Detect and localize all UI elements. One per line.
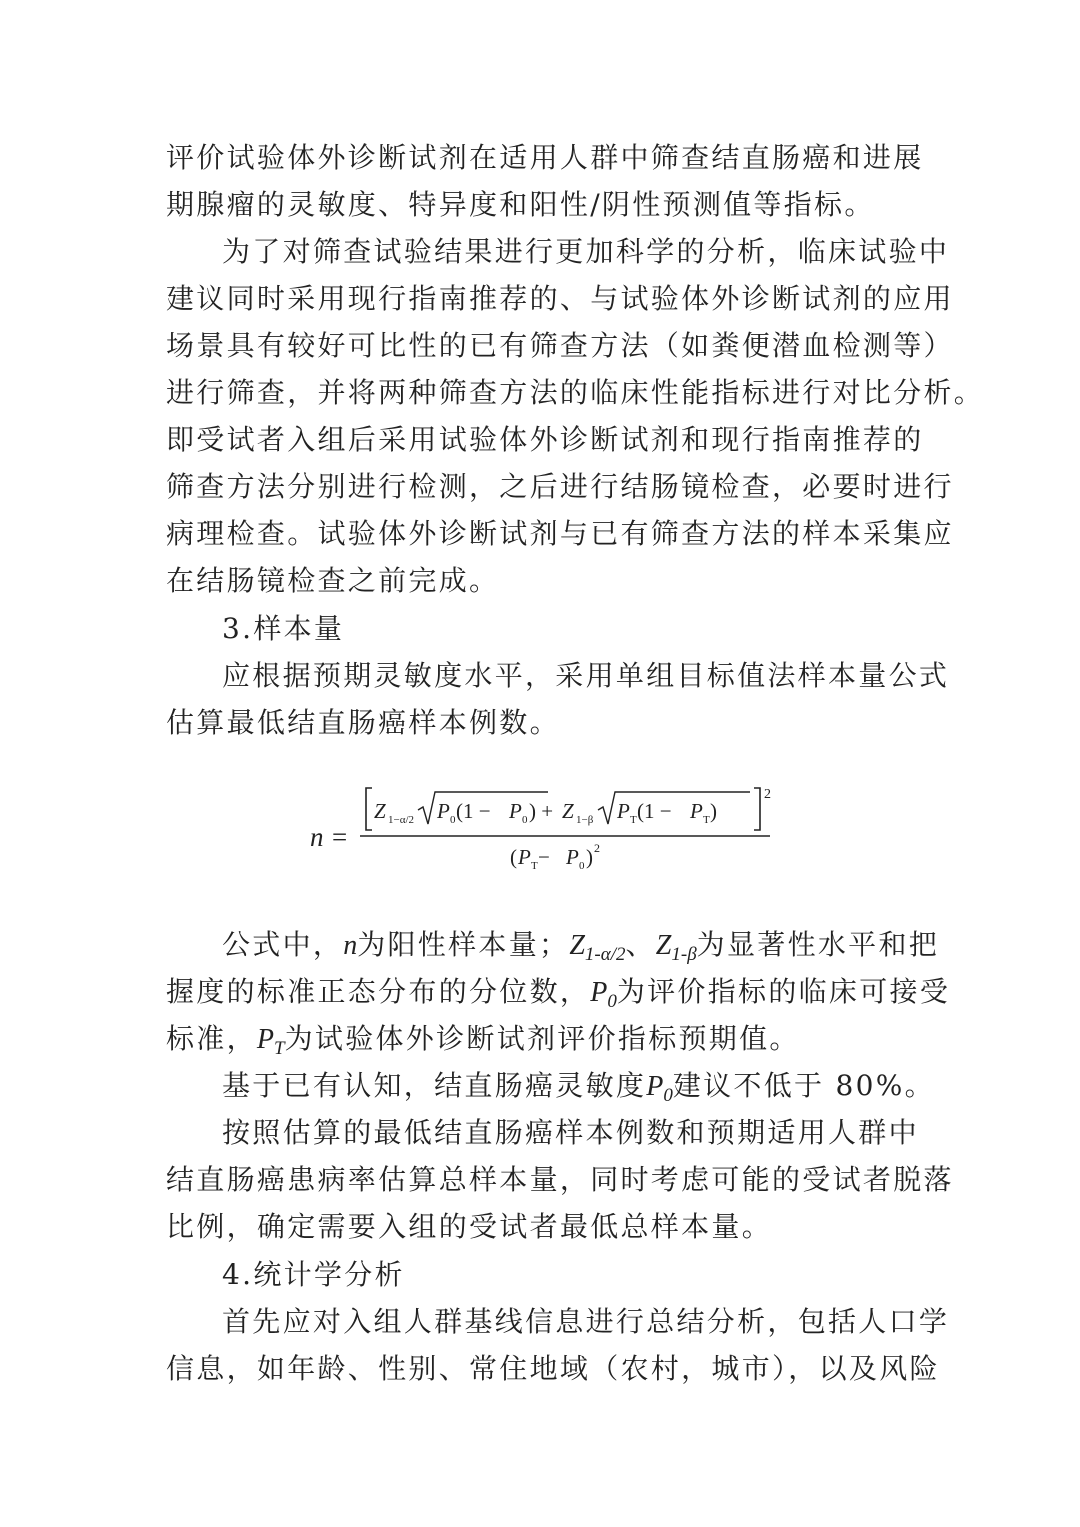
math-symbol: P [590, 977, 608, 1008]
z-beta: Z [562, 799, 574, 823]
text-span: 公式中， [222, 928, 344, 961]
formula-lhs: n = [310, 822, 349, 852]
text-span: 标准， [166, 1022, 257, 1055]
text-line: 病理检查。试验体外诊断试剂与已有筛查方法的样本采集应 [166, 517, 954, 550]
pt-sub: T [531, 860, 538, 872]
text-line [222, 1069, 935, 1106]
formula-text: (1 − [456, 799, 491, 823]
left-bracket [366, 788, 372, 830]
text-line: 场景具有较好可比性的已有筛查方法（如粪便潜血检测等） [166, 329, 954, 362]
text-line [222, 928, 940, 965]
math-subscript: 0 [663, 1085, 673, 1106]
math-subscript: 0 [607, 991, 617, 1012]
p0: P [566, 845, 579, 869]
math-pt [256, 1024, 285, 1059]
math-symbol: P [256, 1024, 275, 1055]
pt: P [518, 845, 531, 869]
p0-sub: 0 [579, 860, 585, 872]
formula-text: ( [510, 845, 517, 869]
text-line: 应根据预期灵敏度水平，采用单组目标值法样本量公式 [222, 659, 950, 692]
text-line: 比例，确定需要入组的受试者最低总样本量。 [166, 1210, 773, 1243]
math-subscript: 1-β [671, 944, 697, 965]
z-alpha: Z [374, 799, 386, 823]
text-span: 为试验体外诊断试剂评价指标预期值。 [284, 1022, 800, 1055]
text-line: 建议同时采用现行指南推荐的、与试验体外诊断试剂的应用 [166, 282, 954, 315]
math-p0 [646, 1071, 673, 1106]
text-line: 即受试者入组后采用试验体外诊断试剂和现行指南推荐的 [166, 423, 924, 456]
text-line: 按照估算的最低结直肠癌样本例数和预期适用人群中 [222, 1116, 919, 1149]
z-beta-sub: 1−β [576, 814, 594, 826]
text-line [166, 975, 951, 1012]
pt-sub: T [703, 814, 710, 826]
text-line: 在结肠镜检查之前完成。 [166, 564, 500, 597]
math-symbol: P [646, 1071, 664, 1102]
text-span: 为显著性水平和把 [696, 928, 940, 961]
right-bracket [754, 788, 760, 830]
math-z-beta [655, 930, 697, 965]
text-line: 期腺瘤的灵敏度、特异度和阳性/阴性预测值等指标。 [166, 188, 875, 221]
text-line: 结直肠癌患病率估算总样本量，同时考虑可能的受试者脱落 [166, 1163, 954, 1196]
text-span: 、 [625, 928, 656, 961]
z-alpha-sub: 1−α/2 [388, 814, 415, 826]
math-subscript: T [274, 1038, 285, 1059]
pt: P [690, 799, 703, 823]
p0-sub: 0 [522, 814, 528, 826]
text-span: 为阳性样本量； [357, 928, 570, 961]
math-subscript: 1-α/2 [584, 944, 626, 965]
formula-text: − [538, 845, 550, 869]
formula-exponent: 2 [594, 841, 600, 855]
text-span: 握度的标准正态分布的分位数， [166, 975, 591, 1008]
p0-sub: 0 [450, 814, 456, 826]
pt: P [617, 799, 630, 823]
text-span: 基于已有认知，结直肠癌灵敏度 [222, 1069, 647, 1102]
text-line: 信息，如年龄、性别、常住地域（农村，城市），以及风险 [166, 1352, 940, 1385]
section-heading: 3.样本量 [222, 612, 345, 645]
p0: P [509, 799, 522, 823]
math-n: n [343, 930, 358, 961]
formula-text: ) [710, 799, 717, 823]
text-line [166, 1022, 800, 1059]
p0: P [437, 799, 450, 823]
text-span: 为评价指标的临床可接受 [616, 975, 951, 1008]
text-line: 估算最低结直肠癌样本例数。 [166, 706, 560, 739]
pt-sub: T [630, 814, 637, 826]
formula-exponent: 2 [764, 787, 771, 802]
formula-text: ) [586, 845, 593, 869]
text-line: 进行筛查，并将两种筛查方法的临床性能指标进行对比分析。 [166, 376, 985, 409]
math-z-alpha [569, 930, 626, 965]
math-symbol: Z [569, 930, 585, 961]
text-line: 为了对筛查试验结果进行更加科学的分析，临床试验中 [222, 235, 950, 268]
math-symbol: Z [655, 930, 672, 961]
formula-text: ) + [529, 799, 554, 823]
sample-size-formula [310, 778, 780, 888]
text-line: 筛查方法分别进行检测，之后进行结肠镜检查，必要时进行 [166, 470, 954, 503]
math-p0 [590, 977, 617, 1012]
text-span: 建议不低于 80%。 [672, 1069, 935, 1102]
section-heading: 4.统计学分析 [222, 1258, 405, 1291]
text-line: 首先应对入组人群基线信息进行总结分析，包括人口学 [222, 1305, 950, 1338]
text-line: 评价试验体外诊断试剂在适用人群中筛查结直肠癌和进展 [166, 141, 924, 174]
formula-text: (1 − [637, 799, 672, 823]
